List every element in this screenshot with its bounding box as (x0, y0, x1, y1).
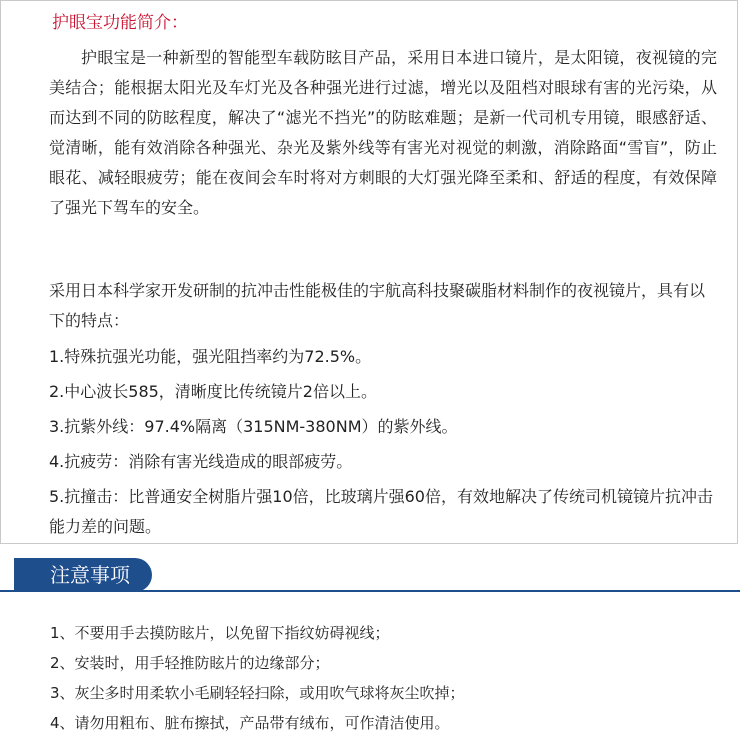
notice-title-tab (14, 558, 152, 592)
notice-item: 1、不要用手去摸防眩片，以免留下指纹妨碍视线； (50, 624, 390, 642)
intro-title: 护眼宝功能简介： (52, 13, 188, 33)
features-list (49, 342, 717, 547)
intro-paragraph: 护眼宝是一种新型的智能型车载防眩目产品，采用日本进口镜片，是太阳镜，夜视镜的完美结合；能根据太阳光及车灯光及各种强光进行过滤，增光以及阻档对眼球有害的光污染，从而达到不同的防眩程度，解决了“滤光不挡光”的防眩难题；是新一代司机专用镜，眼感舒适、觉清晰，能有效消除各种强光、杂光及紫外线等有害光对视觉的刺激，消除路面“雪盲”，防止眼花、减轻眼疲劳；能在夜间会车时将对方刺眼的大灯强光降至柔和、舒适的程度，有效保障了强光下驾车的安全。 (49, 48, 717, 217)
feature-item: 2.中心波长585，清晰度比传统镜片2倍以上。 (49, 382, 377, 401)
notice-header (0, 558, 740, 592)
notice-list (50, 618, 720, 738)
feature-item: 1.特殊抗强光功能，强光阻挡率约为72.5%。 (49, 347, 372, 366)
feature-item: 5.抗撞击：比普通安全树脂片强10倍，比玻璃片强60倍，有效地解决了传统司机镜镜片抗冲击能力差的问题。 (49, 487, 713, 536)
notice-item: 3、灰尘多时用柔软小毛刷轻轻扫除，或用吹气球将灰尘吹掉； (50, 684, 465, 702)
notice-item: 2、安装时，用手轻推防眩片的边缘部分； (50, 654, 330, 672)
notice-item: 4、请勿用粗布、脏布擦拭，产品带有绒布，可作清洁使用。 (50, 714, 450, 732)
feature-item: 4.抗疲劳：消除有害光线造成的眼部疲劳。 (49, 452, 353, 471)
features-intro: 采用日本科学家开发研制的抗冲击性能极佳的宇航高科技聚碳脂材料制作的夜视镜片，具有以下的特点： (49, 281, 706, 330)
feature-item: 3.抗紫外线：97.4%隔离（315NM-380NM）的紫外线。 (49, 417, 458, 436)
notice-title: 注意事项 (50, 563, 130, 587)
